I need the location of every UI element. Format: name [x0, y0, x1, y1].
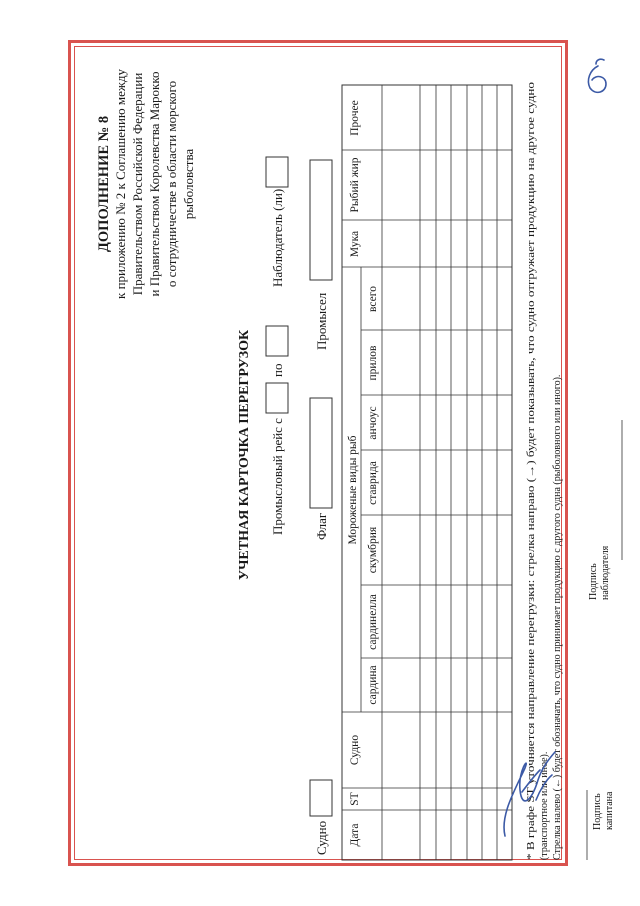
- trip-label: Промысловый рейс с: [270, 418, 285, 535]
- fishery-label: Промысел: [314, 292, 329, 350]
- vessel-label: Судно: [314, 820, 329, 855]
- header-meal: Мука: [349, 230, 361, 258]
- trip-row: [266, 157, 288, 535]
- header-species: всего: [367, 286, 379, 312]
- header-fish-oil: Рыбий жир: [349, 157, 361, 213]
- flag-label: Флаг: [314, 512, 329, 540]
- footnote-line: Стрелка налево (←) будет обозначать, что судно принимает продукцию с другого судна (рыболовного или иного).: [552, 374, 563, 860]
- footnote: [526, 82, 563, 860]
- table-headers: [347, 100, 379, 846]
- header-species: сардинелла: [367, 594, 379, 650]
- header-species: сардина: [367, 665, 379, 705]
- appendix-line: к приложению № 2 к Соглашению между: [113, 69, 128, 299]
- captain-signature-label: Подпись: [592, 793, 603, 830]
- header-species: ставрида: [367, 461, 379, 505]
- appendix-title: ДОПОЛНЕНИЕ № 8: [96, 115, 112, 253]
- header-frozen-species: Мороженые виды рыб: [347, 435, 359, 545]
- footnote-line: (транспортное или иное).: [539, 751, 550, 860]
- observer-signature-label: Подпись: [588, 563, 599, 600]
- observer-signature-label: наблюдателя: [600, 545, 611, 600]
- trip-start-field[interactable]: [266, 383, 288, 413]
- signature-block: [587, 420, 622, 860]
- appendix-line: Правительством Российской Федерации: [130, 72, 145, 296]
- vessel-field[interactable]: [310, 780, 332, 816]
- trip-to-label: по: [270, 363, 285, 377]
- header-species: анчоус: [367, 406, 379, 440]
- header-other: Прочее: [349, 100, 361, 136]
- observer-field[interactable]: [266, 157, 288, 187]
- captain-signature-label: капитана: [604, 791, 615, 830]
- footnote-line: * В графе ST уточняется направление перегрузки: стрелка направо (→) будет показывать, что судно отгружает продукцию на другое судно: [526, 268, 537, 860]
- appendix-line: рыболовства: [181, 148, 196, 220]
- appendix-line: и Правительством Королевства Марокко: [147, 71, 162, 297]
- header-vessel: Судно: [349, 734, 361, 766]
- appendix-line: о сотрудничестве в области морского: [164, 80, 179, 288]
- header-st: ST: [349, 792, 361, 806]
- form-title: УЧЕТНАЯ КАРТОЧКА ПЕРЕГРУЗОК: [237, 329, 252, 581]
- rotated-form: [96, 69, 622, 860]
- header-date: Дата: [349, 823, 361, 847]
- observer-label: Наблюдатель (ли): [270, 188, 285, 287]
- header-species: прилов: [367, 345, 379, 381]
- appendix-header: [96, 69, 196, 299]
- fishery-field[interactable]: [310, 160, 332, 280]
- trip-end-field[interactable]: [266, 326, 288, 356]
- header-species: скумбрия: [367, 526, 379, 574]
- handwritten-mark: [588, 59, 606, 92]
- vessel-row: [310, 160, 332, 855]
- flag-field[interactable]: [310, 398, 332, 508]
